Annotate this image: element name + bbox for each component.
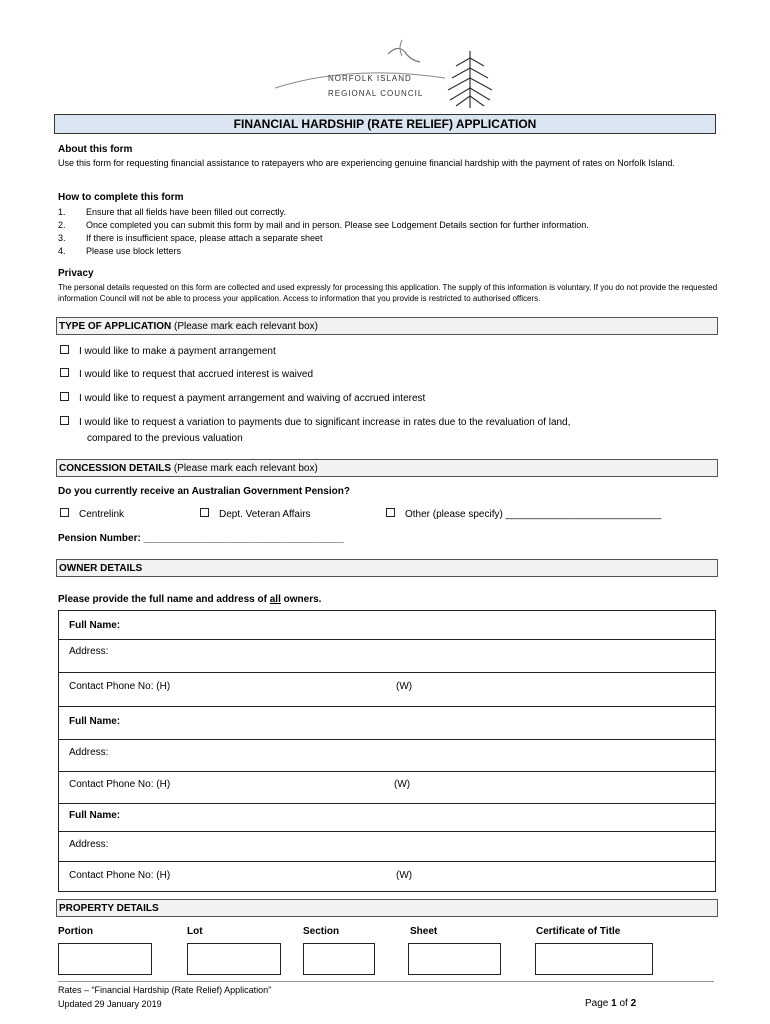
sheet-input[interactable] [408, 943, 501, 975]
privacy-text: The personal details requested on this form are collected and used expressly for processing this application. The supply of this information is voluntary. If you do not provide the requested information Council will not be able to process your application. Access to information that you provide is restricted to authorised officers. [58, 283, 718, 303]
footer-doc-name: Rates – “Financial Hardship (Rate Relief) Application” [58, 985, 272, 995]
portion-label: Portion [58, 926, 93, 937]
owner-bar: OWNER DETAILS [56, 559, 718, 577]
valuation-variation-option[interactable]: I would like to request a variation to payments due to significant increase in rates due to the revaluation of land, [60, 416, 570, 428]
owner3-phone-field[interactable]: Contact Phone No: (H) (W) [58, 861, 716, 892]
owner1-full-name-field[interactable]: Full Name: [58, 610, 716, 640]
council-logo [270, 36, 510, 110]
about-text: Use this form for requesting financial assistance to ratepayers who are experiencing genuine financial hardship with the payment of rates on Norfolk Island. [58, 158, 675, 168]
logo-line-2: REGIONAL COUNCIL [328, 89, 424, 98]
section-label: Section [303, 926, 340, 937]
checkbox[interactable] [60, 508, 69, 517]
owner3-full-name-field[interactable]: Full Name: [58, 803, 716, 832]
list-item: 4. Please use block letters [58, 246, 182, 256]
checkbox[interactable] [60, 345, 69, 354]
other-pension-option[interactable]: Other (please specify) ____________________________ [386, 508, 661, 520]
concession-bar: CONCESSION DETAILS (Please mark each relevant box) [56, 459, 718, 477]
certificate-label: Certificate of Title [536, 926, 621, 937]
property-bar: PROPERTY DETAILS [56, 899, 718, 917]
payment-arrangement-option[interactable]: I would like to make a payment arrangement [60, 345, 276, 357]
owner2-address-field[interactable]: Address: [58, 739, 716, 772]
owner-instruction: Please provide the full name and address of all owners. [58, 594, 322, 605]
checkbox[interactable] [60, 392, 69, 401]
instruction-list [58, 206, 718, 258]
centrelink-option[interactable]: Centrelink [60, 508, 124, 520]
arrangement-and-waiver-option[interactable]: I would like to request a payment arrangement and waiving of accrued interest [60, 392, 425, 404]
footer-updated: Updated 29 January 2019 [58, 999, 162, 1009]
portion-input[interactable] [58, 943, 152, 975]
lot-label: Lot [187, 926, 203, 937]
valuation-variation-cont: compared to the previous valuation [87, 433, 243, 444]
dva-option[interactable]: Dept. Veteran Affairs [200, 508, 311, 520]
owner1-phone-field[interactable]: Contact Phone No: (H) (W) [58, 672, 716, 707]
checkbox[interactable] [60, 416, 69, 425]
footer-divider [58, 981, 714, 982]
interest-waived-option[interactable]: I would like to request that accrued interest is waived [60, 368, 313, 380]
privacy-heading: Privacy [58, 268, 94, 279]
owner1-address-field[interactable]: Address: [58, 639, 716, 673]
about-heading: About this form [58, 144, 133, 155]
checkbox[interactable] [386, 508, 395, 517]
list-item: 3. If there is insufficient space, please attach a separate sheet [58, 233, 323, 243]
section-input[interactable] [303, 943, 375, 975]
checkbox[interactable] [60, 368, 69, 377]
application-type-bar: TYPE OF APPLICATION (Please mark each relevant box) [56, 317, 718, 335]
page-number: Page 1 of 2 [585, 998, 637, 1009]
owner2-full-name-field[interactable]: Full Name: [58, 706, 716, 740]
list-item: 2. Once completed you can submit this form by mail and in person. Please see Lodgement Details section for further information. [58, 220, 589, 230]
certificate-input[interactable] [535, 943, 653, 975]
pension-question: Do you currently receive an Australian Government Pension? [58, 486, 350, 497]
sheet-label: Sheet [410, 926, 438, 937]
owner2-phone-field[interactable]: Contact Phone No: (H) (W) [58, 771, 716, 804]
lot-input[interactable] [187, 943, 281, 975]
how-heading: How to complete this form [58, 192, 184, 203]
list-item: 1. Ensure that all fields have been filled out correctly. [58, 207, 286, 217]
logo-line-1: NORFOLK ISLAND [328, 74, 412, 83]
owner3-address-field[interactable]: Address: [58, 831, 716, 862]
logo-graphic [270, 36, 510, 110]
form-title: FINANCIAL HARDSHIP (RATE RELIEF) APPLICATION [54, 114, 716, 134]
pension-number-field[interactable]: Pension Number: ____________________________________ [58, 533, 344, 544]
checkbox[interactable] [200, 508, 209, 517]
